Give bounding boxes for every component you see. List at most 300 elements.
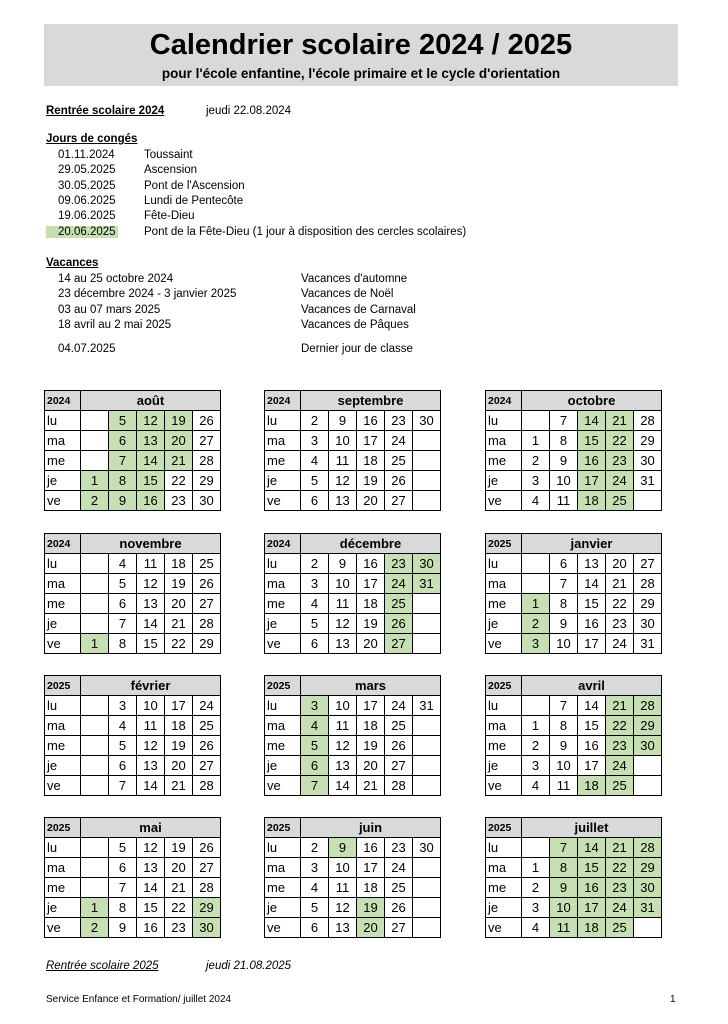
date-cell [413,614,441,634]
date-cell: 5 [301,898,329,918]
date-cell: 20 [165,594,193,614]
weekday-label: me [486,736,522,756]
date-cell: 2 [301,411,329,431]
date-cell [81,574,109,594]
weekday-label: ve [45,491,81,511]
month-year: 2025 [486,818,522,838]
weekday-label: lu [265,411,301,431]
date-cell: 27 [385,491,413,511]
date-cell: 9 [550,614,578,634]
date-cell: 21 [357,776,385,796]
holiday-date-cell: 9 [550,878,578,898]
date-cell: 6 [301,918,329,938]
conge-label: Pont de la Fête-Dieu (1 jour à disposition des cercles scolaires) [144,226,467,238]
month-year: 2024 [45,534,81,554]
weekday-label: je [265,614,301,634]
holiday-date-cell: 1 [81,898,109,918]
holiday-date-cell: 20 [357,918,385,938]
weekday-label: je [265,898,301,918]
date-cell: 10 [550,756,578,776]
holiday-date-cell: 15 [578,858,606,878]
date-cell: 13 [329,634,357,654]
date-cell: 2 [301,838,329,858]
date-cell: 20 [606,554,634,574]
date-cell: 16 [137,918,165,938]
date-cell: 18 [357,594,385,614]
weekday-label: me [45,878,81,898]
date-cell: 19 [165,574,193,594]
date-cell: 29 [634,594,662,614]
weekday-label: ma [45,858,81,878]
conge-label: Fête-Dieu [144,210,195,222]
weekday-label: ma [486,858,522,878]
month-table [44,817,221,938]
date-cell: 4 [109,554,137,574]
date-cell: 7 [550,696,578,716]
weekday-label: lu [486,554,522,574]
weekday-label: ma [265,574,301,594]
holiday-date-cell: 14 [578,838,606,858]
date-cell: 30 [413,411,441,431]
date-cell: 17 [357,431,385,451]
weekday-label: lu [486,696,522,716]
weekday-label: me [265,594,301,614]
date-cell: 5 [301,471,329,491]
date-cell: 24 [385,858,413,878]
date-cell: 30 [634,614,662,634]
date-cell: 21 [165,614,193,634]
weekday-label: ve [45,776,81,796]
holiday-date-cell: 31 [634,898,662,918]
weekday-label: me [265,451,301,471]
month-name: novembre [81,534,221,554]
month-year: 2025 [486,676,522,696]
month-table [485,390,662,511]
date-cell: 19 [165,736,193,756]
date-cell: 20 [165,756,193,776]
date-cell: 13 [578,554,606,574]
conge-date: 29.05.2025 [58,164,116,176]
weekday-label: ve [486,634,522,654]
weekday-label: je [486,898,522,918]
date-cell: 8 [109,634,137,654]
date-cell: 8 [550,716,578,736]
date-cell: 17 [357,696,385,716]
date-cell: 1 [522,431,550,451]
weekday-label: ma [45,716,81,736]
date-cell: 12 [137,838,165,858]
weekday-label: je [486,471,522,491]
date-cell: 28 [193,776,221,796]
vacances-label: Vacances de Carnaval [301,304,416,316]
weekday-label: ma [486,431,522,451]
date-cell [413,878,441,898]
month-year: 2024 [486,391,522,411]
date-cell: 17 [357,858,385,878]
month-table [264,675,441,796]
date-cell: 18 [357,451,385,471]
date-cell: 7 [550,411,578,431]
holiday-date-cell: 16 [578,451,606,471]
date-cell: 3 [301,431,329,451]
month-table [44,390,221,511]
holiday-date-cell: 15 [578,431,606,451]
date-cell: 7 [109,878,137,898]
conges-heading: Jours de congés [46,133,138,145]
date-cell: 6 [550,554,578,574]
date-cell: 16 [357,554,385,574]
date-cell: 23 [165,491,193,511]
date-cell: 23 [606,614,634,634]
date-cell: 16 [357,411,385,431]
date-cell: 11 [329,594,357,614]
date-cell [81,736,109,756]
holiday-date-cell: 3 [522,634,550,654]
date-cell [413,756,441,776]
weekday-label: je [45,898,81,918]
holiday-date-cell: 30 [413,554,441,574]
date-cell: 18 [165,716,193,736]
weekday-label: me [45,594,81,614]
date-cell: 25 [385,451,413,471]
weekday-label: lu [45,696,81,716]
holiday-date-cell: 1 [81,634,109,654]
month-name: mars [301,676,441,696]
holiday-date-cell: 23 [606,878,634,898]
holiday-date-cell: 19 [357,898,385,918]
date-cell: 14 [329,776,357,796]
holiday-date-cell: 22 [606,858,634,878]
date-cell: 12 [137,574,165,594]
date-cell: 23 [385,411,413,431]
date-cell [81,756,109,776]
holiday-date-cell: 31 [413,574,441,594]
date-cell [634,776,662,796]
date-cell [413,451,441,471]
month-year: 2024 [45,391,81,411]
date-cell: 31 [413,696,441,716]
date-cell: 3 [109,696,137,716]
holiday-date-cell: 7 [301,776,329,796]
date-cell: 28 [385,776,413,796]
weekday-label: lu [486,411,522,431]
date-cell: 16 [357,838,385,858]
date-cell: 2 [522,878,550,898]
month-name: octobre [522,391,662,411]
month-year: 2025 [265,818,301,838]
holiday-date-cell: 29 [634,858,662,878]
date-cell: 29 [193,471,221,491]
date-cell: 12 [329,736,357,756]
weekday-label: ve [45,918,81,938]
month-year: 2024 [265,534,301,554]
date-cell: 28 [193,614,221,634]
holiday-date-cell: 4 [301,716,329,736]
date-cell: 10 [550,634,578,654]
date-cell [413,634,441,654]
date-cell [413,858,441,878]
date-cell: 30 [634,451,662,471]
date-cell: 28 [634,574,662,594]
last-day-date: 04.07.2025 [58,343,116,355]
holiday-date-cell: 6 [301,756,329,776]
date-cell: 20 [357,634,385,654]
date-cell [413,594,441,614]
month-year: 2025 [486,534,522,554]
date-cell [413,431,441,451]
weekday-label: ve [265,634,301,654]
date-cell: 2 [301,554,329,574]
date-cell: 7 [109,614,137,634]
date-cell: 18 [357,716,385,736]
weekday-label: lu [45,838,81,858]
holiday-date-cell: 30 [193,918,221,938]
holiday-date-cell: 21 [606,411,634,431]
date-cell: 26 [385,898,413,918]
date-cell: 27 [193,594,221,614]
date-cell [413,918,441,938]
weekday-label: lu [45,554,81,574]
weekday-label: lu [265,838,301,858]
month-name: janvier [522,534,662,554]
month-table [485,817,662,938]
date-cell: 6 [109,594,137,614]
date-cell [413,736,441,756]
date-cell [81,451,109,471]
date-cell: 15 [137,898,165,918]
weekday-label: ma [45,574,81,594]
conge-date-highlight: 20.06.2025 [46,226,118,238]
date-cell: 25 [385,878,413,898]
date-cell: 26 [193,411,221,431]
date-cell: 26 [193,838,221,858]
weekday-label: je [265,471,301,491]
date-cell: 20 [165,858,193,878]
weekday-label: ve [265,491,301,511]
date-cell: 25 [193,554,221,574]
weekday-label: me [486,451,522,471]
vacances-date: 23 décembre 2024 - 3 janvier 2025 [58,288,237,300]
holiday-date-cell: 22 [606,716,634,736]
month-name: septembre [301,391,441,411]
weekday-label: je [45,614,81,634]
date-cell [413,776,441,796]
footer-text: Service Enfance et Formation/ juillet 2024 [46,994,232,1005]
holiday-date-cell: 26 [385,614,413,634]
date-cell [413,471,441,491]
holiday-date-cell: 7 [550,838,578,858]
date-cell [81,838,109,858]
holiday-date-cell: 5 [301,736,329,756]
date-cell [81,554,109,574]
date-cell: 18 [165,554,193,574]
date-cell: 14 [137,614,165,634]
holiday-date-cell: 23 [385,554,413,574]
date-cell: 14 [578,696,606,716]
date-cell [522,696,550,716]
date-cell [413,898,441,918]
weekday-label: me [45,451,81,471]
holiday-date-cell: 25 [606,776,634,796]
date-cell: 22 [165,634,193,654]
weekday-label: me [45,736,81,756]
date-cell: 5 [109,838,137,858]
holiday-date-cell: 2 [522,614,550,634]
holiday-date-cell: 1 [81,471,109,491]
holiday-date-cell: 29 [193,898,221,918]
holiday-date-cell: 14 [578,411,606,431]
date-cell: 12 [137,736,165,756]
month-name: avril [522,676,662,696]
date-cell [81,858,109,878]
holiday-date-cell: 21 [165,451,193,471]
date-cell: 17 [578,634,606,654]
weekday-label: ve [486,491,522,511]
date-cell: 16 [578,736,606,756]
holiday-date-cell: 12 [137,411,165,431]
date-cell: 4 [109,716,137,736]
date-cell: 23 [385,838,413,858]
date-cell: 9 [550,736,578,756]
holiday-date-cell: 23 [606,451,634,471]
holiday-date-cell: 1 [522,594,550,614]
date-cell: 3 [301,858,329,878]
date-cell: 26 [193,574,221,594]
conge-date-highlighted [58,226,118,238]
conge-date: 30.05.2025 [58,180,116,192]
date-cell: 7 [109,776,137,796]
holiday-date-cell: 22 [606,431,634,451]
date-cell: 17 [578,756,606,776]
date-cell [413,491,441,511]
vacances-heading: Vacances [46,257,99,269]
holiday-date-cell: 2 [81,918,109,938]
date-cell: 27 [193,431,221,451]
date-cell: 8 [550,594,578,614]
month-name: août [81,391,221,411]
date-cell: 12 [329,614,357,634]
vacances-date: 14 au 25 octobre 2024 [58,273,174,285]
month-name: mai [81,818,221,838]
rentree-next-date: jeudi 21.08.2025 [206,960,292,972]
weekday-label: me [486,594,522,614]
date-cell: 4 [301,594,329,614]
date-cell: 4 [301,878,329,898]
holiday-date-cell: 7 [109,451,137,471]
month-year: 2024 [265,391,301,411]
date-cell [634,756,662,776]
date-cell: 10 [329,431,357,451]
date-cell: 2 [522,736,550,756]
weekday-label: ma [486,716,522,736]
date-cell [81,614,109,634]
date-cell: 29 [193,634,221,654]
date-cell: 27 [385,918,413,938]
date-cell: 14 [578,574,606,594]
date-cell [522,554,550,574]
date-cell: 19 [165,838,193,858]
month-table [44,533,221,654]
holiday-date-cell: 27 [385,634,413,654]
date-cell: 10 [137,696,165,716]
date-cell: 24 [193,696,221,716]
holiday-date-cell: 23 [606,736,634,756]
date-cell: 27 [193,756,221,776]
page-subtitle: pour l'école enfantine, l'école primaire et le cycle d'orientation [161,66,561,81]
holiday-date-cell: 16 [578,878,606,898]
date-cell: 28 [193,878,221,898]
weekday-label: ve [265,776,301,796]
date-cell: 10 [329,696,357,716]
date-cell: 11 [329,716,357,736]
date-cell: 21 [606,574,634,594]
conge-date: 09.06.2025 [58,195,116,207]
date-cell: 13 [137,858,165,878]
holiday-date-cell: 17 [578,471,606,491]
holiday-date-cell: 25 [385,594,413,614]
holiday-date-cell: 28 [634,838,662,858]
date-cell: 24 [385,696,413,716]
date-cell: 5 [301,614,329,634]
month-name: décembre [301,534,441,554]
title-banner [44,24,678,86]
date-cell: 2 [522,451,550,471]
date-cell [81,594,109,614]
holiday-date-cell: 15 [137,471,165,491]
weekday-label: ma [486,574,522,594]
date-cell: 4 [522,491,550,511]
holiday-date-cell: 13 [137,431,165,451]
holiday-date-cell: 8 [550,858,578,878]
date-cell: 10 [550,471,578,491]
date-cell: 22 [165,898,193,918]
date-cell: 26 [385,471,413,491]
date-cell: 28 [634,411,662,431]
weekday-label: je [265,756,301,776]
month-year: 2025 [45,818,81,838]
date-cell [634,918,662,938]
month-table [44,675,221,796]
weekday-label: ma [45,431,81,451]
weekday-label: ve [486,776,522,796]
date-cell: 24 [385,431,413,451]
weekday-label: lu [265,696,301,716]
date-cell [522,411,550,431]
date-cell: 19 [357,614,385,634]
date-cell [413,716,441,736]
vacances-date: 18 avril au 2 mai 2025 [58,319,172,331]
date-cell: 18 [357,878,385,898]
month-table [485,675,662,796]
date-cell: 5 [109,736,137,756]
holiday-date-cell: 28 [634,696,662,716]
date-cell: 13 [137,756,165,776]
date-cell: 17 [165,696,193,716]
month-year: 2025 [45,676,81,696]
date-cell: 9 [550,451,578,471]
holiday-date-cell: 5 [109,411,137,431]
holiday-date-cell: 9 [329,838,357,858]
holiday-date-cell: 19 [165,411,193,431]
date-cell: 13 [137,594,165,614]
rentree-next-label: Rentrée scolaire 2025 [46,960,159,972]
conge-date: 01.11.2024 [58,149,115,161]
holiday-date-cell: 30 [634,878,662,898]
weekday-label: ma [265,858,301,878]
date-cell: 27 [193,858,221,878]
holiday-date-cell: 11 [550,918,578,938]
date-cell: 14 [137,776,165,796]
